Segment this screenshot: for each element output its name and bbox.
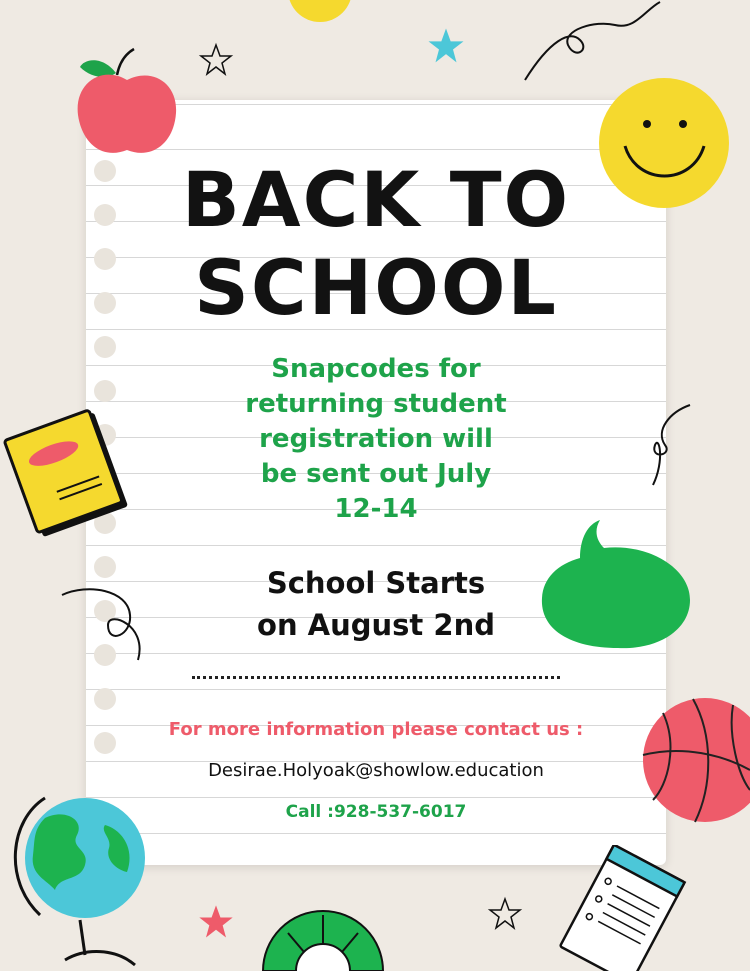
apple-icon xyxy=(72,45,182,163)
contact-phone: Call :928-537-6017 xyxy=(285,802,467,822)
swirl-icon xyxy=(645,400,695,490)
divider xyxy=(192,676,560,679)
star-icon xyxy=(198,42,234,78)
sun-icon xyxy=(285,0,355,30)
snapcode-line: registration will xyxy=(259,424,493,454)
smiley-icon xyxy=(597,76,732,211)
snapcode-line: be sent out July xyxy=(260,459,492,489)
snapcode-notice xyxy=(186,352,566,527)
book-icon xyxy=(0,395,135,545)
start-line: on August 2nd xyxy=(257,608,495,642)
contact-label: For more information please contact us : xyxy=(168,719,584,740)
star-icon xyxy=(487,896,523,932)
globe-icon xyxy=(5,790,165,971)
snapcode-line: 12-14 xyxy=(334,494,418,524)
squiggle-icon xyxy=(520,0,670,85)
protractor-icon xyxy=(258,895,388,971)
school-start-notice xyxy=(186,562,566,646)
snapcode-line: Snapcodes for xyxy=(271,354,481,384)
snapcode-line: returning student xyxy=(245,389,507,419)
binder-hole xyxy=(94,688,116,710)
star-icon xyxy=(425,25,467,67)
notepad-icon xyxy=(545,845,695,971)
binder-hole xyxy=(94,336,116,358)
contact-email: Desirae.Holyoak@showlow.education xyxy=(208,760,544,781)
basketball-icon xyxy=(633,695,750,825)
star-icon xyxy=(196,902,236,942)
page-title-line2: SCHOOL xyxy=(194,243,558,332)
squiggle-icon xyxy=(58,585,153,665)
page-title-line1: BACK TO xyxy=(181,155,571,244)
start-line: School Starts xyxy=(266,566,486,600)
binder-hole xyxy=(94,556,116,578)
